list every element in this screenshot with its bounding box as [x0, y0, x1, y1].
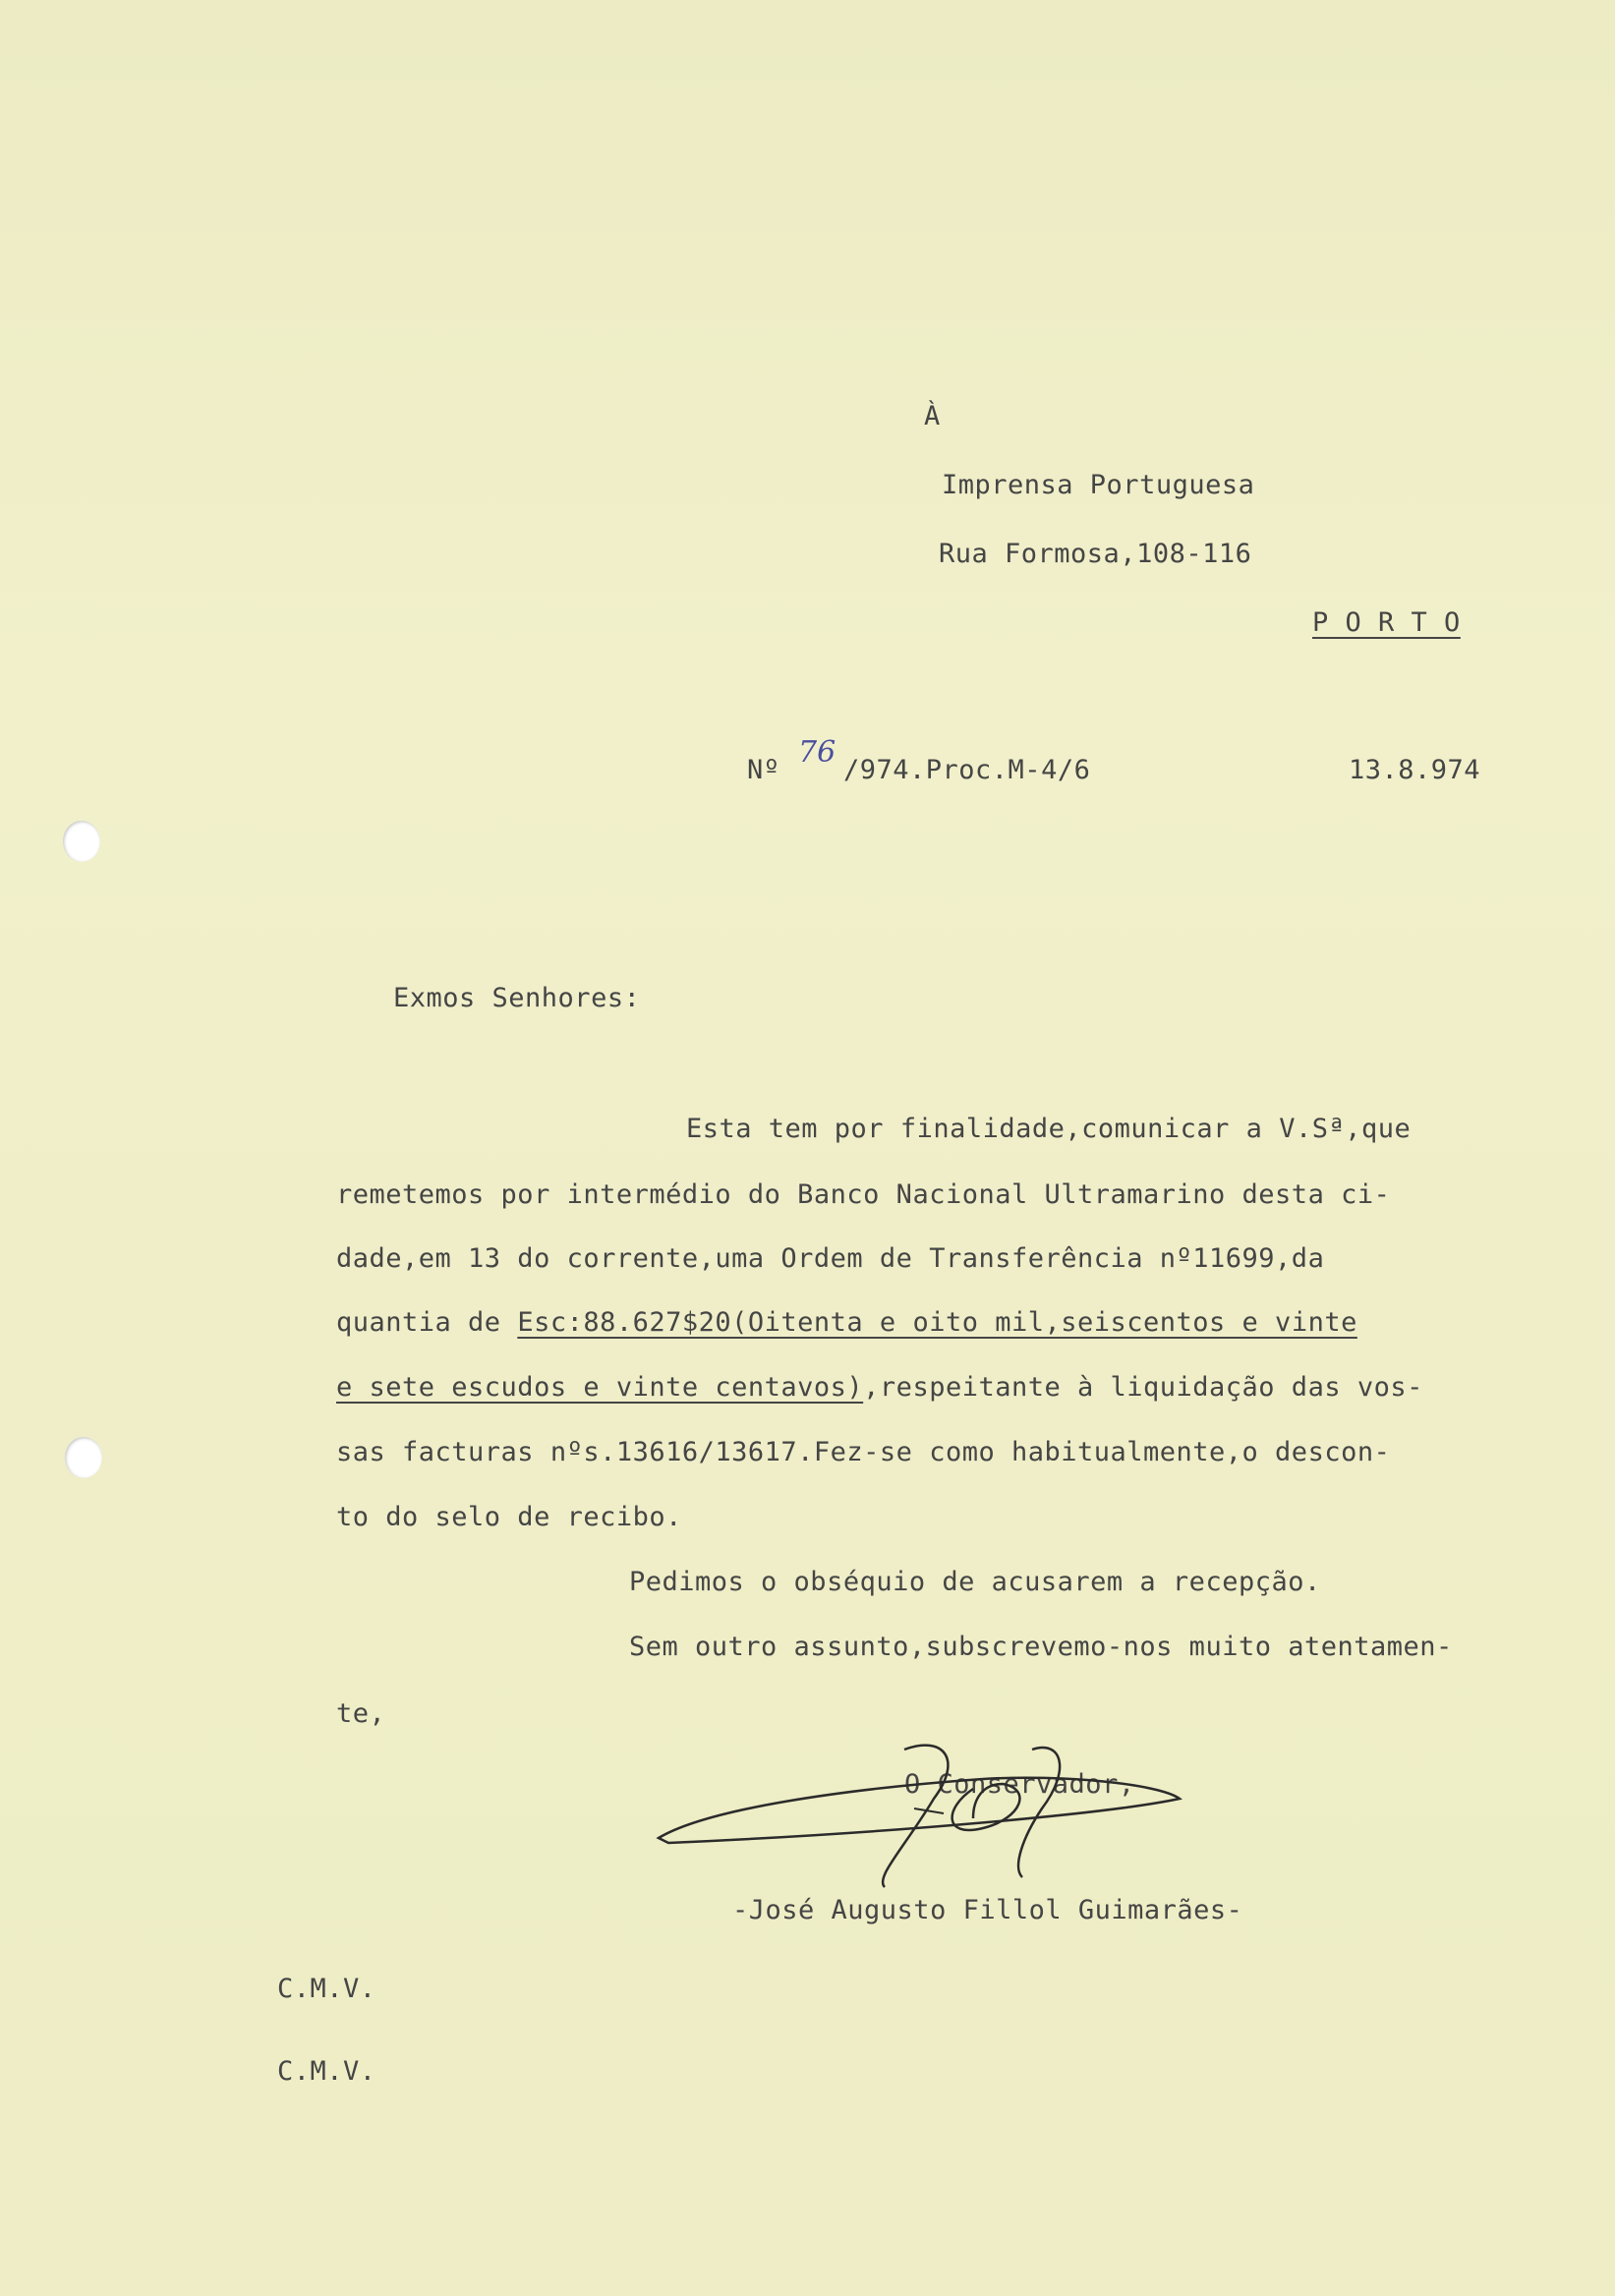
signer-name: -José Augusto Fillol Guimarães- [732, 1895, 1243, 1925]
body-line: to do selo de recibo. [336, 1502, 682, 1532]
address-prefix: À [924, 401, 941, 431]
body-line: Sem outro assunto,subscrevemo-nos muito atentamen- [629, 1632, 1453, 1662]
copy-notation: C.M.V. [277, 2056, 376, 2087]
copy-notation: C.M.V. [277, 1974, 376, 2004]
body-line [336, 1372, 1423, 1403]
body-text: quantia de [336, 1307, 518, 1338]
body-line: te, [336, 1698, 386, 1729]
reference-suffix: /974.Proc.M-4/6 [843, 755, 1091, 785]
handwritten-signature [649, 1730, 1199, 1897]
amount-words-underlined: e sete escudos e vinte centavos) [336, 1372, 864, 1403]
salutation: Exmos Senhores: [393, 983, 641, 1013]
body-line: Pedimos o obséquio de acusarem a recepção. [629, 1567, 1321, 1597]
body-line: Esta tem por finalidade,comunicar a V.Sª,que [686, 1114, 1412, 1144]
reference-handwritten-number: 76 [798, 735, 836, 770]
address-street: Rua Formosa,108-116 [939, 539, 1252, 569]
body-line: remetemos por intermédio do Banco Nacional Ultramarino desta ci- [336, 1179, 1391, 1210]
body-line [336, 1307, 1357, 1338]
reference-prefix: Nº [747, 755, 780, 785]
letter-date: 13.8.974 [1349, 755, 1481, 785]
amount-underlined: Esc:88.627$20(Oitenta e oito mil,seiscentos e vinte [517, 1307, 1357, 1338]
body-text: ,respeitante à liquidação das vos- [863, 1372, 1423, 1403]
address-city: P O R T O [1312, 607, 1461, 638]
body-line: sas facturas nºs.13616/13617.Fez-se como habitualmente,o descon- [336, 1437, 1391, 1467]
signer-title: O Conservador, [904, 1769, 1135, 1800]
punch-hole [65, 1437, 102, 1478]
punch-hole [63, 821, 100, 862]
address-name: Imprensa Portuguesa [942, 470, 1255, 500]
body-line: dade,em 13 do corrente,uma Ordem de Transferência nº11699,da [336, 1243, 1325, 1274]
